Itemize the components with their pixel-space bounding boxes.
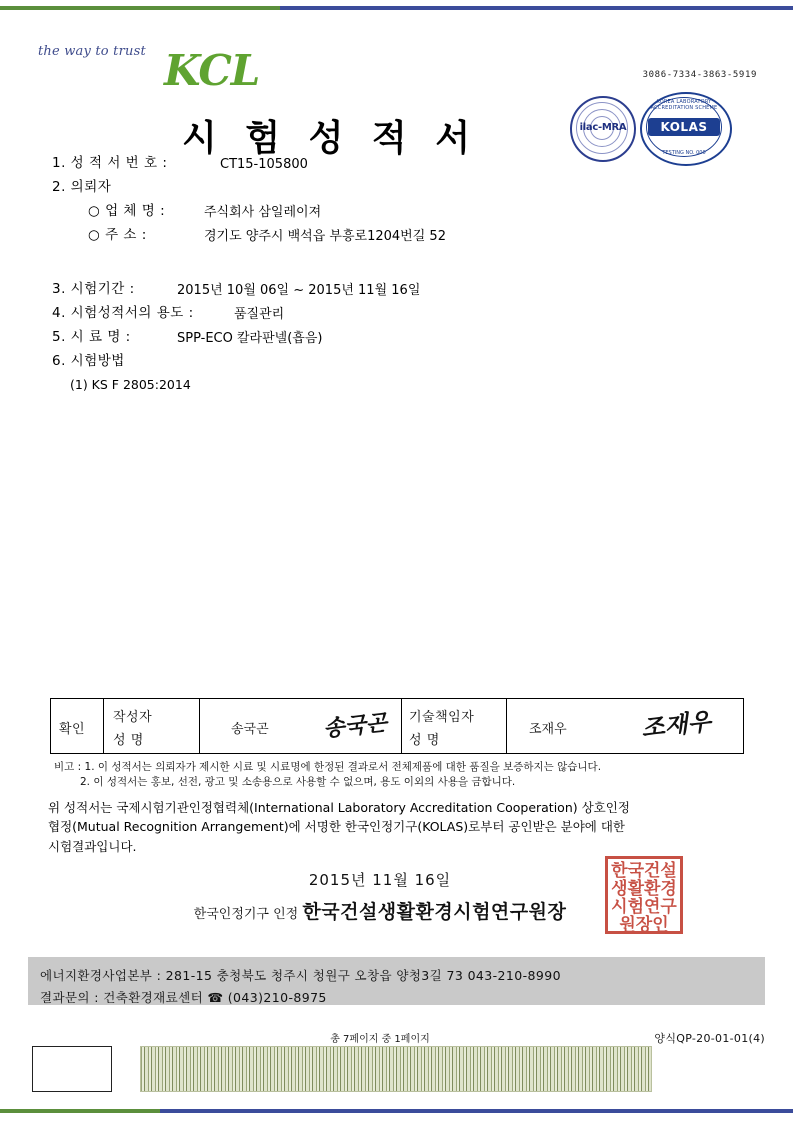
label-purpose: 4. 시험성적서의 용도 : (52, 305, 194, 321)
sigtable-author-role: 작성자 (113, 710, 153, 725)
sigtable-confirm-label: 확인 (59, 722, 86, 737)
value-certificate-number: CT15-105800 (220, 157, 308, 172)
certificate-fields (52, 157, 752, 403)
kcl-logo (36, 44, 260, 96)
label-address: ○ 주 소 : (88, 227, 147, 243)
red-seal-line-2: 생활환경 (611, 879, 677, 899)
value-address: 경기도 양주시 백석읍 부흥로1204번길 52 (204, 229, 446, 244)
field-row-client (52, 181, 752, 205)
accreditation-line-3: 시험결과입니다. (48, 838, 137, 854)
sigtable-divider-2 (199, 699, 200, 753)
sigtable-divider-1 (103, 699, 104, 753)
value-company-name: 주식회사 삼일레이져 (204, 205, 322, 220)
bottom-stub-box (32, 1046, 112, 1092)
red-seal-line-1: 한국건설 (611, 861, 677, 881)
field-row-test-period (52, 283, 752, 307)
footer-address-line: 에너지환경사업본부 : 281-15 충청북도 청주시 청원구 오창읍 양청3길 73 043-210-8990 (40, 968, 561, 983)
label-company-name: ○ 업 체 명 : (88, 203, 166, 219)
field-row-sample-name (52, 331, 752, 355)
issue-date: 2015년 11월 16일 (308, 871, 452, 889)
issuing-org-prefix: 한국인정기구 인정 (193, 907, 299, 922)
label-client: 2. 의뢰자 (52, 179, 112, 195)
field-row-certificate-number (52, 157, 752, 181)
accreditation-paragraph (48, 798, 748, 856)
notes-block (54, 760, 744, 790)
footer-contact-prefix: 결과문의 : 건축환경재료센터 (40, 990, 204, 1005)
security-barcode (140, 1046, 652, 1092)
sigtable-tech-signature: 조재우 (639, 706, 713, 743)
sigtable-tech-name: 조재우 (529, 722, 567, 737)
ilac-seal-label: ilac-MRA (579, 122, 627, 133)
label-test-method: 6. 시험방법 (52, 353, 125, 369)
note-text-1: 1. 이 성적서는 의뢰자가 제시한 시료 및 시료명에 한정된 결과로서 전체제품에 대한 품질을 보증하지는 않습니다. (84, 761, 602, 773)
accreditation-line-1: 위 성적서는 국제시험기관인정협력체(International Laboratory Accreditation Cooperation) 상호인정 (48, 800, 630, 815)
page-count: 총 7페이지 중 1페이지 (330, 1034, 430, 1045)
issuing-org-name: 한국건설생활환경시험연구원장 (302, 901, 567, 923)
sigtable-divider-4 (506, 699, 507, 753)
page-title: 시 험 성 적 서 (181, 118, 478, 159)
sigtable-tech-name-label: 성 명 (409, 733, 440, 748)
footer-contact-line (40, 988, 327, 1006)
value-sample-name: SPP-ECO 칼라판넬(흡음) (177, 331, 323, 346)
kolas-ring-top-text: KOREA LABORATORY ACCREDITATION SCHEME (650, 99, 718, 111)
official-red-seal-icon (605, 856, 683, 934)
label-sample-name: 5. 시 료 명 : (52, 329, 131, 345)
form-code: 양식QP-20-01-01(4) (654, 1032, 765, 1045)
value-test-method-1: (1) KS F 2805:2014 (70, 377, 191, 392)
document-code: 3086-7334-3863-5919 (642, 70, 757, 80)
field-row-address (52, 229, 752, 253)
logo-brand-text: KCL (164, 46, 260, 95)
accreditation-line-2: 협정(Mutual Recognition Arrangement)에 서명한 한국인정기구(KOLAS)로부터 공인받은 분야에 대한 (48, 819, 625, 835)
logo-tagline: the way to trust (38, 44, 146, 59)
sigtable-author-name-label: 성 명 (113, 733, 144, 748)
field-row-company-name (52, 205, 752, 229)
field-row-purpose (52, 307, 752, 331)
sigtable-tech-role: 기술책임자 (409, 710, 475, 725)
bottom-blue-bar (160, 1109, 793, 1113)
label-certificate-number: 1. 성 적 서 번 호 : (52, 155, 168, 171)
top-blue-bar (280, 6, 793, 10)
spacer-row (52, 253, 752, 283)
red-seal-line-4: 원장인 (619, 915, 669, 935)
value-purpose: 품질관리 (234, 307, 285, 322)
notes-prefix: 비고 : (54, 761, 82, 773)
label-test-period: 3. 시험기간 : (52, 281, 135, 297)
sigtable-divider-3 (401, 699, 402, 753)
signature-table (50, 698, 744, 754)
field-row-test-method-1 (52, 379, 752, 403)
value-test-period: 2015년 10월 06일 ~ 2015년 11월 16일 (177, 283, 421, 298)
sigtable-author-name: 송국곤 (231, 722, 269, 737)
sigtable-author-signature: 송국곤 (321, 709, 389, 743)
kolas-ring-bottom-text: TESTING NO. 000 (662, 150, 706, 156)
field-row-test-method (52, 355, 752, 379)
note-text-2: 2. 이 성적서는 홍보, 선전, 광고 및 소송용으로 사용할 수 없으며, 용도 이외의 사용을 금합니다. (80, 776, 516, 789)
footer-contact-phone: ☎ (043)210-8975 (207, 990, 327, 1005)
kolas-band-label: KOLAS (660, 120, 708, 134)
red-seal-line-3: 시험연구 (611, 897, 677, 917)
note-line-1 (54, 760, 744, 775)
